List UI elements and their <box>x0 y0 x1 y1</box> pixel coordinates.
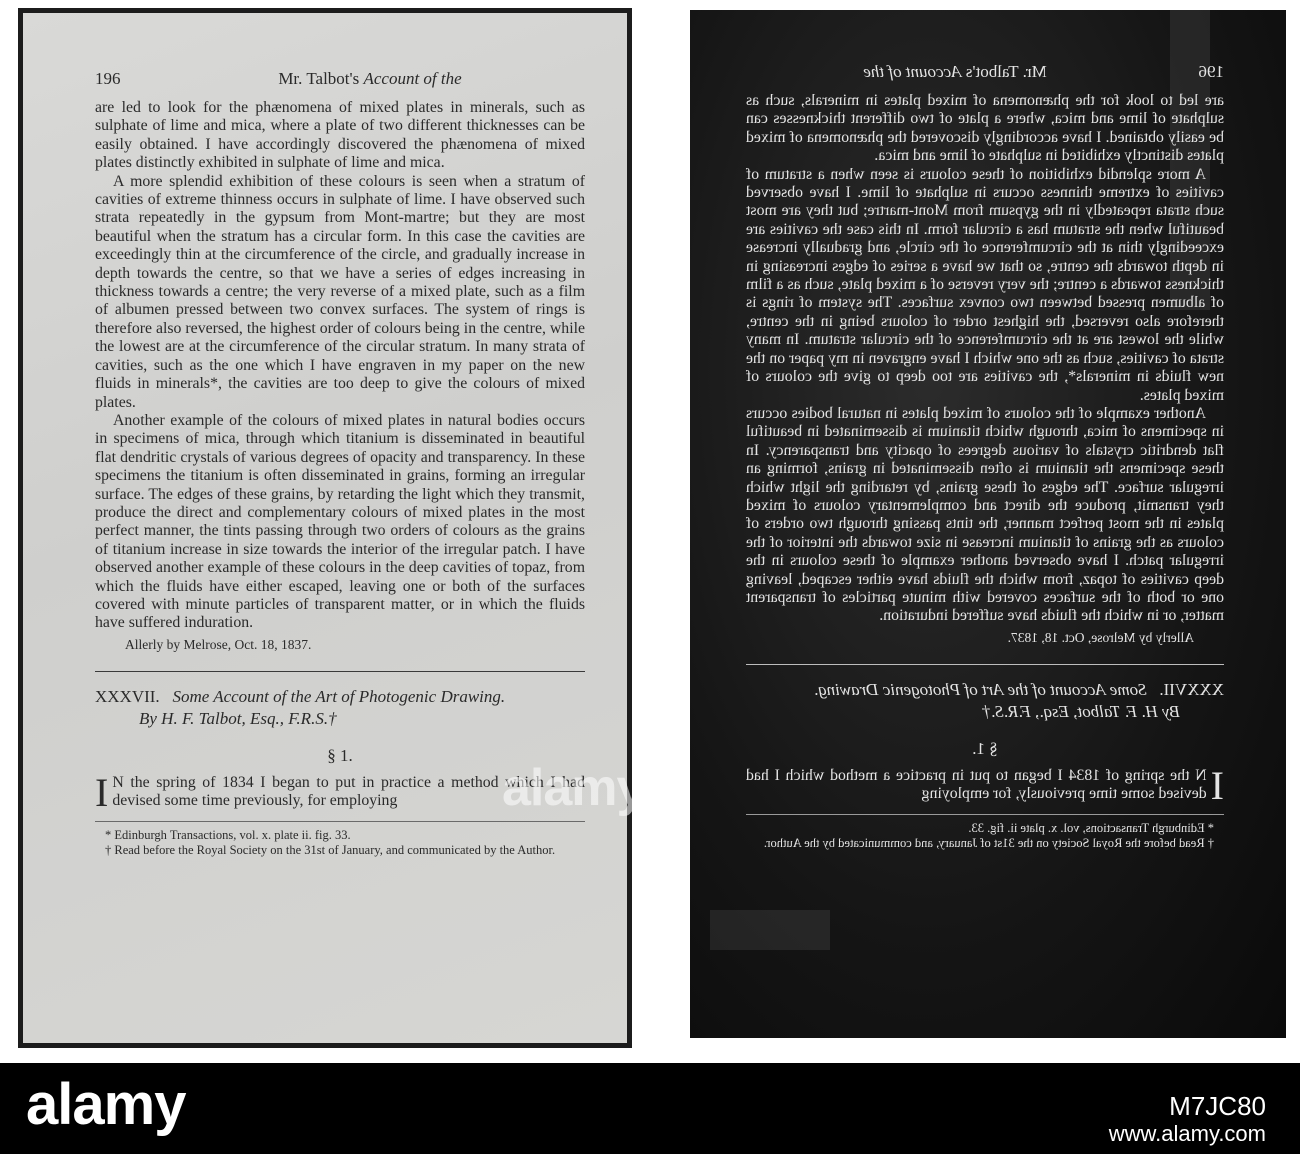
paragraph-1: are led to look for the phænomena of mixed plates in minerals, such as sulphate of lime and mica, where a plate of two different thicknesses can be easily obtained. I have accordingly discovered the phænomena of mixed plates distinctly exhibited in sulphate of lime and mica. <box>95 99 585 172</box>
running-head <box>746 62 1224 82</box>
running-title: Mr. Talbot's Account of the <box>863 62 1047 81</box>
paragraph-3: Another example of the colours of mixed plates in natural bodies occurs in specimens of mica, through which titanium is disseminated in beautiful flat dendritic crystals of various degrees of opacity and transparency. In these specimens the titanium is often disseminated in grains, forming an irregular surface. The edges of these grains, by retarding the light which they transmit, produce the direct and complementary colours of mixed plates in the most perfect manner, the tints passing through two orders of colours as the grains of titanium increase in size towards the interior of the irregular patch. I have observed another example of these colours in the deep cavities of topaz, from which the fluids have either escaped, leaving one or both of the surfaces covered with minute particles of transparent matter, or in which the fluids have suffered induration. <box>95 411 585 632</box>
mirrored-page-content <box>746 62 1224 851</box>
article-byline: By H. F. Talbot, Esq., F.R.S.† <box>982 701 1180 721</box>
page-number: 196 <box>95 69 121 88</box>
article-number: XXXVII. <box>95 686 160 706</box>
divider <box>95 671 585 672</box>
image-id: M7JC80 <box>1169 1091 1266 1121</box>
running-head <box>95 69 585 89</box>
opening-text: N the spring of 1834 I began to put in practice a method which I had devised some time previously, for employing <box>746 766 1207 803</box>
footnote-2: † Read before the Royal Society on the 31st of January, and communicated by the Author. <box>763 835 1214 850</box>
footnote-2: † Read before the Royal Society on the 31st of January, and communicated by the Author. <box>105 842 556 857</box>
stock-banner <box>0 1063 1300 1154</box>
page-content <box>95 69 585 858</box>
footnotes <box>746 814 1224 851</box>
article-title: Some Account of the Art of Photogenic Drawing. <box>813 679 1147 699</box>
paragraph-2: A more splendid exhibition of these colours is seen when a stratum of cavities of extreme thinness occurs in sulphate of lime. I have observed such strata repeatedly in the gypsum from Mont-martre; but they are most beautiful when the stratum has a circular form. In this case the cavities are exceedingly thin at the circumference of the circle, and gradually increase in depth towards the centre, so that we have a series of edges increasing in thickness towards a centre; the very reverse of a mixed plate, such as a film of albumen pressed between two convex surfaces. The system of rings is therefore also reversed, the highest order of colours being in the centre, while the lowest are at the circumference of the circular stratum. In many strata of cavities, such as the one which I have engraven in my paper on the new fluids in minerals*, the cavities are too deep to give the colours of mixed plates. <box>746 165 1224 404</box>
negative-print-page <box>690 10 1286 1038</box>
footnote-1: * Edinburgh Transactions, vol. x. plate ii. fig. 33. <box>105 827 351 842</box>
paragraph-1: are led to look for the phænomena of mixed plates in minerals, such as sulphate of lime and mica, where a plate of two different thicknesses can be easily obtained. I have accordingly discovered the phænomena of mixed plates distinctly exhibited in sulphate of lime and mica. <box>746 92 1224 165</box>
paragraph-2: A more splendid exhibition of these colours is seen when a stratum of cavities of extreme thinness occurs in sulphate of lime. I have observed such strata repeatedly in the gypsum from Mont-martre; but they are most beautiful when the stratum has a circular form. In this case the cavities are exceedingly thin at the circumference of the circle, and gradually increase in depth towards the centre, so that we have a series of edges increasing in thickness towards a centre; the very reverse of a mixed plate, such as a film of albumen pressed between two convex surfaces. The system of rings is therefore also reversed, the highest order of colours being in the centre, while the lowest are at the circumference of the circular stratum. In many strata of cavities, such as the one which I have engraven in my paper on the new fluids in minerals*, the cavities are too deep to give the colours of mixed plates. <box>95 172 585 411</box>
article-heading <box>95 686 585 730</box>
article-title: Some Account of the Art of Photogenic Drawing. <box>172 686 506 706</box>
running-title: Mr. Talbot's Account of the <box>278 69 462 88</box>
article-byline: By H. F. Talbot, Esq., F.R.S.† <box>139 708 337 728</box>
footnote-1: * Edinburgh Transactions, vol. x. plate ii. fig. 33. <box>968 820 1214 835</box>
brand-logo: alamy <box>26 1072 186 1137</box>
opening-paragraph <box>746 762 1224 808</box>
paragraph-3: Another example of the colours of mixed plates in natural bodies occurs in specimens of mica, through which titanium is disseminated in beautiful flat dendritic crystals of various degrees of opacity and transparency. In these specimens the titanium is often disseminated in grains, forming an irregular surface. The edges of these grains, by retarding the light which they transmit, produce the direct and complementary colours of mixed plates in the most perfect manner, the tints passing through two orders of colours as the grains of titanium increase in size towards the interior of the irregular patch. I have observed another example of these colours in the deep cavities of topaz, from which the fluids have either escaped, leaving one or both of the surfaces covered with minute particles of transparent matter, or in which the fluids have suffered induration. <box>746 404 1224 625</box>
footnotes <box>95 821 585 858</box>
section-number: § 1. <box>972 738 998 758</box>
drop-cap: I <box>95 769 109 815</box>
opening-text: N the spring of 1834 I began to put in practice a method which I had devised some time previously, for employing <box>112 773 585 810</box>
positive-print-page <box>18 8 632 1048</box>
dateline: Allerly by Melrose, Oct. 18, 1837. <box>125 636 312 652</box>
drop-cap: I <box>1210 762 1224 808</box>
dateline: Allerly by Melrose, Oct. 18, 1837. <box>1007 629 1194 645</box>
article-number: XXXVII. <box>1159 679 1224 699</box>
site-url[interactable]: www.alamy.com <box>1108 1121 1266 1146</box>
page-number: 196 <box>1198 62 1224 81</box>
watermark-logo: alamy <box>502 759 645 817</box>
divider <box>746 664 1224 665</box>
article-heading <box>746 679 1224 723</box>
paper-stain <box>710 910 830 950</box>
section-number: § 1. <box>327 745 353 765</box>
